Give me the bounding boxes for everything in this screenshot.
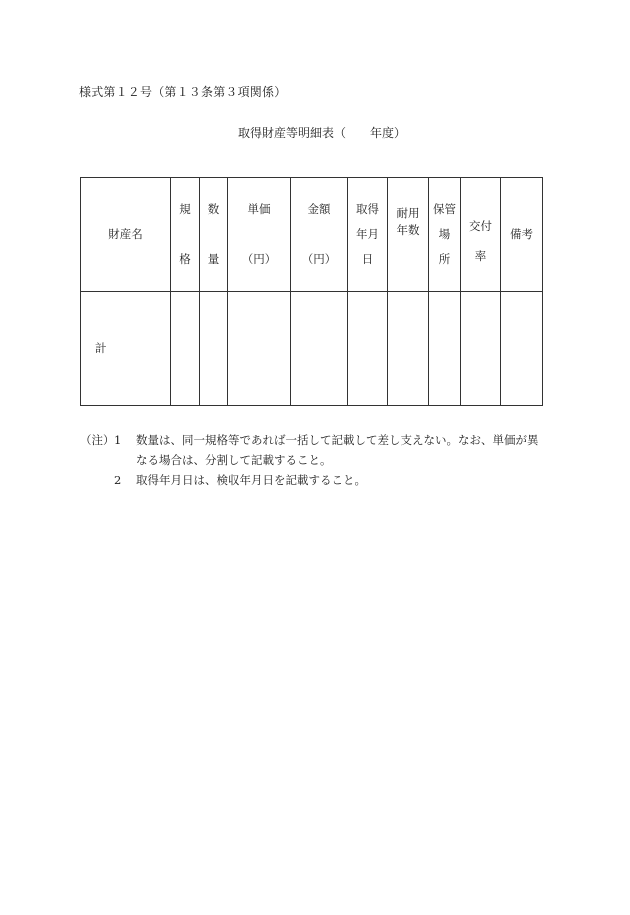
header-quantity-line: 数 bbox=[207, 201, 220, 216]
note-text: 取得年月日は、検収年月日を記載すること。 bbox=[136, 473, 366, 487]
header-quantity bbox=[200, 178, 228, 292]
total-storage-cell bbox=[429, 292, 461, 406]
note-item bbox=[80, 430, 539, 450]
header-storage-line: 所 bbox=[438, 251, 451, 266]
header-acquired-date bbox=[348, 178, 388, 292]
header-spec-line: 規 bbox=[179, 201, 191, 216]
document-title: 取得財産等明細表（ 年度） bbox=[238, 126, 407, 140]
notes-label: （注） bbox=[80, 433, 115, 447]
header-acquired-date-line: 取得 bbox=[356, 201, 379, 216]
header-storage-line: 保管 bbox=[433, 201, 456, 216]
header-property-name bbox=[81, 178, 171, 292]
note-continuation bbox=[80, 450, 539, 470]
total-label: 計 bbox=[95, 340, 107, 355]
total-acquired-date-cell bbox=[348, 292, 388, 406]
total-amount-cell bbox=[291, 292, 348, 406]
note-item bbox=[80, 470, 539, 490]
header-useful-life bbox=[388, 178, 429, 292]
total-grant-rate-cell bbox=[461, 292, 501, 406]
header-amount bbox=[291, 178, 348, 292]
header-storage bbox=[429, 178, 461, 292]
total-quantity-cell bbox=[200, 292, 228, 406]
notes-section bbox=[80, 430, 539, 490]
header-amount-line: 金額 bbox=[307, 201, 331, 216]
header-unit-price-line: （円） bbox=[241, 251, 277, 266]
header-remarks-label: 備考 bbox=[510, 226, 533, 241]
total-cell bbox=[81, 292, 171, 406]
total-spec-cell bbox=[171, 292, 200, 406]
header-acquired-date-line: 日 bbox=[361, 251, 374, 266]
header-acquired-date-line: 年月 bbox=[356, 226, 379, 241]
table-header-row bbox=[81, 178, 543, 292]
header-useful-life-line: 耐用 bbox=[396, 205, 420, 220]
total-unit-price-cell bbox=[228, 292, 291, 406]
table-total-row bbox=[81, 292, 543, 406]
total-useful-life-cell bbox=[388, 292, 429, 406]
header-unit-price bbox=[228, 178, 291, 292]
header-storage-line: 場 bbox=[438, 226, 451, 241]
header-spec bbox=[171, 178, 200, 292]
header-remarks bbox=[501, 178, 543, 292]
note-text: なる場合は、分割して記載すること。 bbox=[136, 453, 332, 467]
form-number: 様式第１２号（第１３条第３項関係） bbox=[79, 85, 287, 99]
header-grant-rate-line: 交付 bbox=[469, 218, 492, 233]
total-remarks-cell bbox=[501, 292, 543, 406]
header-useful-life-line: 年数 bbox=[396, 223, 420, 238]
acquired-property-table bbox=[80, 177, 543, 406]
header-property-name-label: 財産名 bbox=[108, 226, 143, 241]
note-number: 2 bbox=[114, 473, 122, 487]
header-grant-rate-line: 率 bbox=[474, 248, 487, 263]
header-grant-rate bbox=[461, 178, 501, 292]
note-number: 1 bbox=[114, 433, 122, 447]
header-unit-price-line: 単価 bbox=[247, 201, 271, 216]
note-text: 数量は、同一規格等であれば一括して記載して差し支えない。なお、単価が異 bbox=[136, 433, 539, 447]
header-spec-line: 格 bbox=[179, 251, 191, 266]
header-quantity-line: 量 bbox=[207, 251, 220, 266]
header-amount-line: （円） bbox=[301, 251, 337, 266]
